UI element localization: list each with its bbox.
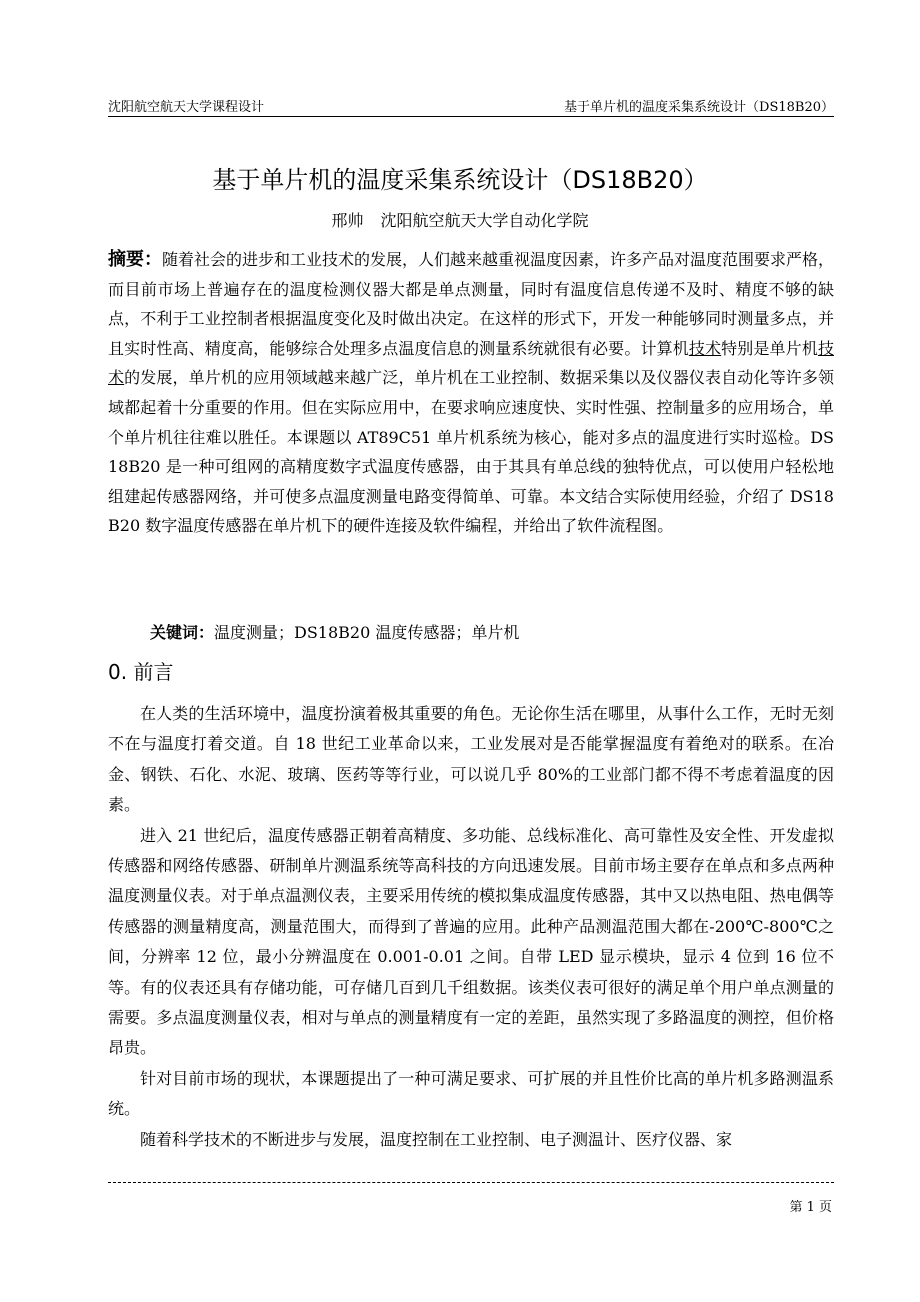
abstract-text-2: 特别是单片机	[721, 338, 818, 358]
header-right: 基于单片机的温度采集系统设计（DS18B20）	[564, 100, 834, 115]
keywords-text: 温度测量；DS18B20 温度传感器；单片机	[214, 623, 520, 642]
footer-divider	[108, 1182, 834, 1183]
abstract-label: 摘要：	[108, 249, 162, 270]
section-body	[108, 699, 834, 1155]
abstract-text-3: 的发展，单片机的应用领域越来越广泛，单片机在工业控制、数据采集以及仪器仪表自动化等许多领域都起着十分重要的作用。但在实际应用中，在要求响应速度快、实时性强、控制量多的应用场合，单个单片机往往难以胜任。本课题以 AT89C51 单片机系统为核心，能对多点的温度进行实时巡检。DS18B20 是一种可组网的高精度数字式温度传感器，由于其具有单总线的独特优点，可以使用户轻松地组建起传感器网络，并可使多点温度测量电路变得简单、可靠。本文结合实际使用经验，介绍了 DS18B20 数字温度传感器在单片机下的硬件连接及软件编程，并给出了软件流程图。	[108, 368, 834, 536]
author-line	[0, 208, 920, 231]
author-name: 邢帅	[331, 211, 364, 230]
paragraph: 进入 21 世纪后，温度传感器正朝着高精度、多功能、总线标准化、高可靠性及安全性、开发虚拟传感器和网络传感器、研制单片测温系统等高科技的方向迅速发展。目前市场主要存在单点和多点两种温度测量仪表。对于单点温测仪表，主要采用传统的模拟集成温度传感器，其中又以热电阻、热电偶等传感器的测量精度高，测量范围大，而得到了普遍的应用。此种产品测温范围大都在-200℃-800℃之间，分辨率 12 位，最小分辨温度在 0.001-0.01 之间。自带 LED 显示模块，显示 4 位到 16 位不等。有的仪表还具有存储功能，可存储几百到几千组数据。该类仪表可很好的满足单个用户单点测量的需要。多点温度测量仪表，相对与单点的测量精度有一定的差距，虽然实现了多路温度的测控，但价格昂贵。	[108, 825, 834, 1058]
abstract-text-1: 随着社会的进步和工业技术的发展，人们越来越重视温度因素，许多产品对温度范围要求严格，而目前市场上普遍存在的温度检测仪器大都是单点测量，同时有温度信息传递不及时、精度不够的缺点，不利于工业控制者根据温度变化及时做出决定。在这样的形式下，开发一种能够同时测量多点，并且实时性高、精度高，能够综合处理多点温度信息的测量系统就很有必要。计算机	[108, 250, 835, 358]
abstract-link-tech-2[interactable]: 技术	[108, 338, 834, 388]
paper-title: 基于单片机的温度采集系统设计（DS18B20）	[212, 166, 708, 194]
paragraph: 在人类的生活环境中，温度扮演着极其重要的角色。无论你生活在哪里，从事什么工作，无时无刻不在与温度打着交道。自 18 世纪工业革命以来，工业发展对是否能掌握温度有着绝对的联系。在冶金、钢铁、石化、水泥、玻璃、医药等等行业，可以说几乎 80%的工业部门都不得不考虑着温度的因素。	[108, 704, 834, 815]
paragraph: 随着科学技术的不断进步与发展，温度控制在工业控制、电子测温计、医疗仪器、家	[140, 1129, 733, 1149]
abstract	[108, 245, 834, 541]
author-affiliation: 沈阳航空航天大学自动化学院	[380, 211, 589, 230]
keywords	[150, 620, 519, 643]
header-left: 沈阳航空航天大学课程设计	[108, 100, 265, 115]
paragraph: 针对目前市场的现状，本课题提出了一种可满足要求、可扩展的并且性价比高的单片机多路测温系统。	[108, 1068, 834, 1119]
page-number: 第 1 页	[789, 1200, 832, 1215]
abstract-link-tech-1[interactable]: 技术	[688, 338, 722, 358]
running-header	[108, 94, 834, 117]
keywords-label: 关键词：	[150, 623, 215, 642]
section-heading: 0. 前言	[108, 660, 174, 684]
